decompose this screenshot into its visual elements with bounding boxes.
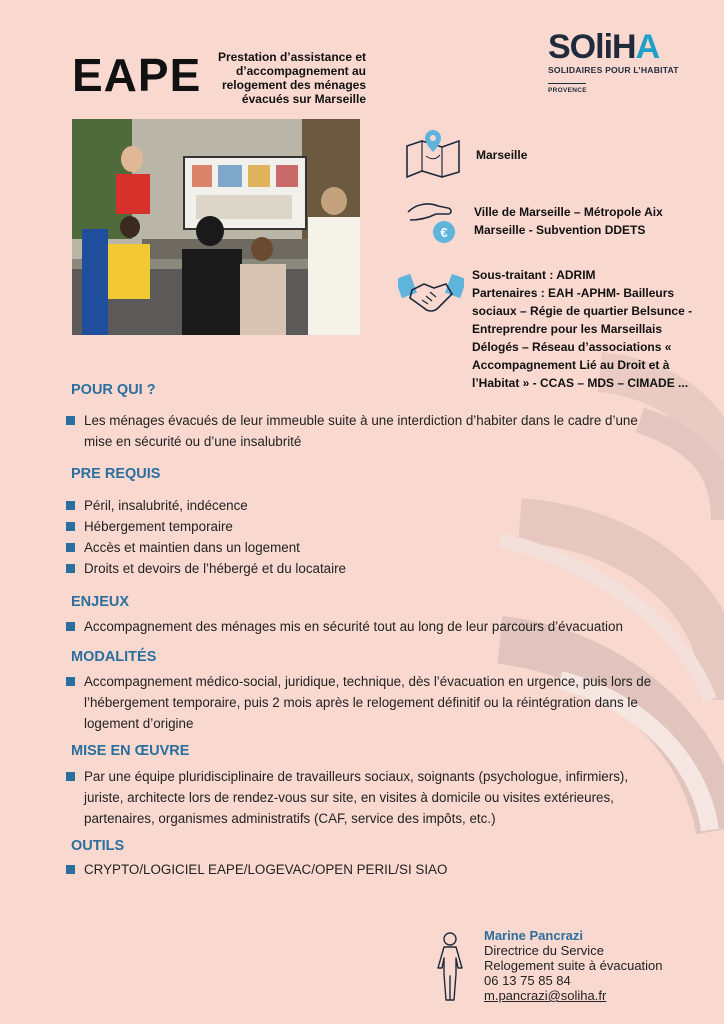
- list-item-text: Péril, insalubrité, indécence: [84, 498, 248, 513]
- bullet-square-icon: [66, 677, 75, 686]
- funding-text: Ville de Marseille – Métropole Aix Marseille - Subvention DDETS: [474, 205, 663, 237]
- map-location-icon: [404, 128, 462, 178]
- hand-coin-funding-icon: [406, 196, 462, 248]
- list-item: [66, 558, 666, 579]
- pre-requis-list: [66, 495, 666, 579]
- contact-email-link[interactable]: m.pancrazi@soliha.fr: [484, 988, 607, 1003]
- list-item: [66, 495, 666, 516]
- team-photo: [72, 119, 360, 335]
- page-subtitle: Prestation d’assistance et d’accompagnement au relogement des ménages évacués sur Marseille: [217, 50, 366, 106]
- contact-card: [484, 928, 663, 1003]
- bullet-square-icon: [66, 564, 75, 573]
- logo-region: PROVENCE: [548, 87, 587, 94]
- bullet-square-icon: [66, 543, 75, 552]
- outils-list: [66, 859, 666, 880]
- list-item: [66, 766, 666, 829]
- partners-text: [472, 266, 702, 392]
- list-item-text: Les ménages évacués de leur immeuble suite à une interdiction d’habiter dans le cadre d’une mise en sécurité ou d’une insalubrité: [84, 413, 638, 449]
- contact-service: Relogement suite à évacuation: [484, 958, 663, 973]
- list-item-text: Accompagnement médico-social, juridique, technique, dès l’évacuation en urgence, puis lors de l’hébergement temporaire, puis 2 mois après le relogement définitif ou la réintégration dans le logement d’origine: [84, 674, 652, 731]
- soliha-logo: [548, 30, 688, 94]
- list-item-text: Droits et devoirs de l’hébergé et du locataire: [84, 561, 347, 576]
- list-item-text: Accès et maintien dans un logement: [84, 540, 300, 555]
- list-item-text: CRYPTO/LOGICIEL EAPE/LOGEVAC/OPEN PERIL/SI SIAO: [84, 862, 448, 877]
- bullet-square-icon: [66, 522, 75, 531]
- list-item: [66, 616, 666, 637]
- modalites-list: [66, 671, 666, 734]
- contact-role: Directrice du Service: [484, 943, 604, 958]
- pour-qui-list: [66, 410, 666, 452]
- logo-brand-accent: A: [635, 28, 660, 66]
- section-title-enjeux: ENJEUX: [71, 594, 130, 610]
- location-text: Marseille: [476, 148, 528, 162]
- contact-name: Marine Pancrazi: [484, 928, 583, 943]
- logo-brand: [548, 30, 688, 64]
- bullet-square-icon: [66, 416, 75, 425]
- list-item: [66, 410, 666, 452]
- list-item: [66, 516, 666, 537]
- section-title-outils: OUTILS: [71, 838, 125, 854]
- logo-divider: [548, 83, 586, 84]
- list-item: [66, 859, 666, 880]
- section-title-modalites: MODALITÉS: [71, 649, 157, 665]
- list-item-text: Accompagnement des ménages mis en sécurité tout au long de leur parcours d’évacuation: [84, 619, 623, 634]
- section-title-pour-qui: POUR QUI ?: [71, 382, 156, 398]
- list-item-text: Par une équipe pluridisciplinaire de travailleurs sociaux, soignants (psychologue, infirmiers), juriste, architecte lors de rendez-vous sur site, en visites à domicile ou visites extérieures, partenaires, organismes administratifs (CAF, service des impôts, etc.): [84, 769, 629, 826]
- partners-line: Partenaires : EAH -APHM- Bailleurs sociaux – Régie de quartier Belsunce - Entreprendre pour les Marseillais Délogés – Réseau d’associations « Accompagnement Lié au Droit et à l’Habitat » - CCAS – MDS – CIMADE ...: [472, 286, 693, 390]
- list-item: [66, 671, 666, 734]
- page-title: EAPE: [72, 49, 202, 101]
- subcontractor-line: Sous-traitant : ADRIM: [472, 268, 596, 282]
- list-item: [66, 537, 666, 558]
- section-title-mise-en-oeuvre: MISE EN ŒUVRE: [71, 743, 190, 759]
- bullet-square-icon: [66, 772, 75, 781]
- svg-text:€: €: [440, 225, 448, 240]
- bullet-square-icon: [66, 501, 75, 510]
- bullet-square-icon: [66, 865, 75, 874]
- list-item-text: Hébergement temporaire: [84, 519, 233, 534]
- enjeux-list: [66, 616, 666, 637]
- logo-tagline: SOLIDAIRES POUR L’HABITAT: [548, 65, 679, 75]
- bullet-square-icon: [66, 622, 75, 631]
- contact-phone: 06 13 75 85 84: [484, 973, 571, 988]
- mise-en-oeuvre-list: [66, 766, 666, 829]
- logo-brand-main: SOliH: [548, 28, 636, 66]
- section-title-pre-requis: PRE REQUIS: [71, 466, 161, 482]
- person-icon: [430, 930, 470, 1002]
- handshake-partners-icon: [398, 270, 464, 322]
